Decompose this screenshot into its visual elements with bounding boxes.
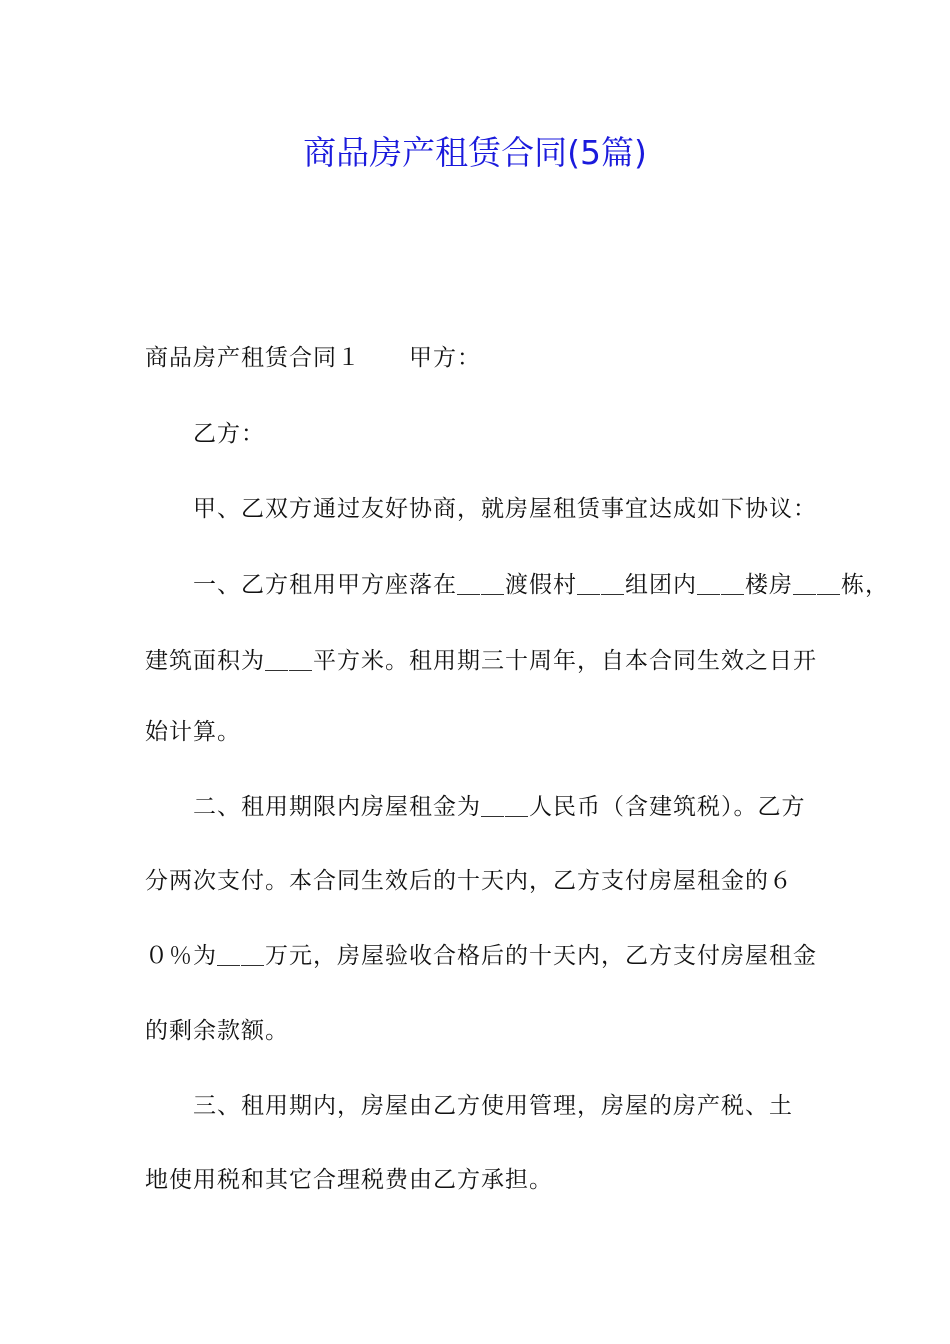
clause-3-line-2: 地使用税和其它合理税费由乙方承担。	[145, 1167, 553, 1193]
clause-2-line-2: 分两次支付。本合同生效后的十天内，乙方支付房屋租金的６	[145, 868, 793, 894]
clause-1-line-2: 建筑面积为＿＿平方米。租用期三十周年，自本合同生效之日开	[145, 648, 817, 674]
heading-line	[145, 343, 481, 373]
party-b-label: 乙方：	[193, 421, 265, 447]
clause-3-line-1: 三、租用期内，房屋由乙方使用管理，房屋的房产税、土	[193, 1093, 793, 1119]
intro-paragraph: 甲、乙双方通过友好协商，就房屋租赁事宜达成如下协议：	[193, 496, 817, 522]
contract-heading: 商品房产租赁合同１	[145, 345, 361, 371]
clause-2-line-1: 二、租用期限内房屋租金为＿＿人民币（含建筑税）。乙方	[193, 794, 806, 820]
party-a-label: 甲方：	[409, 345, 481, 371]
clause-2-line-3: ０％为＿＿万元，房屋验收合格后的十天内，乙方支付房屋租金	[145, 943, 817, 969]
clause-1-line-1: 一、乙方租用甲方座落在＿＿渡假村＿＿组团内＿＿楼房＿＿栋，	[193, 572, 889, 598]
document-title: 商品房产租赁合同(5篇)	[303, 133, 647, 172]
clause-1-line-3: 始计算。	[145, 719, 241, 745]
clause-2-line-4: 的剩余款额。	[145, 1018, 289, 1044]
